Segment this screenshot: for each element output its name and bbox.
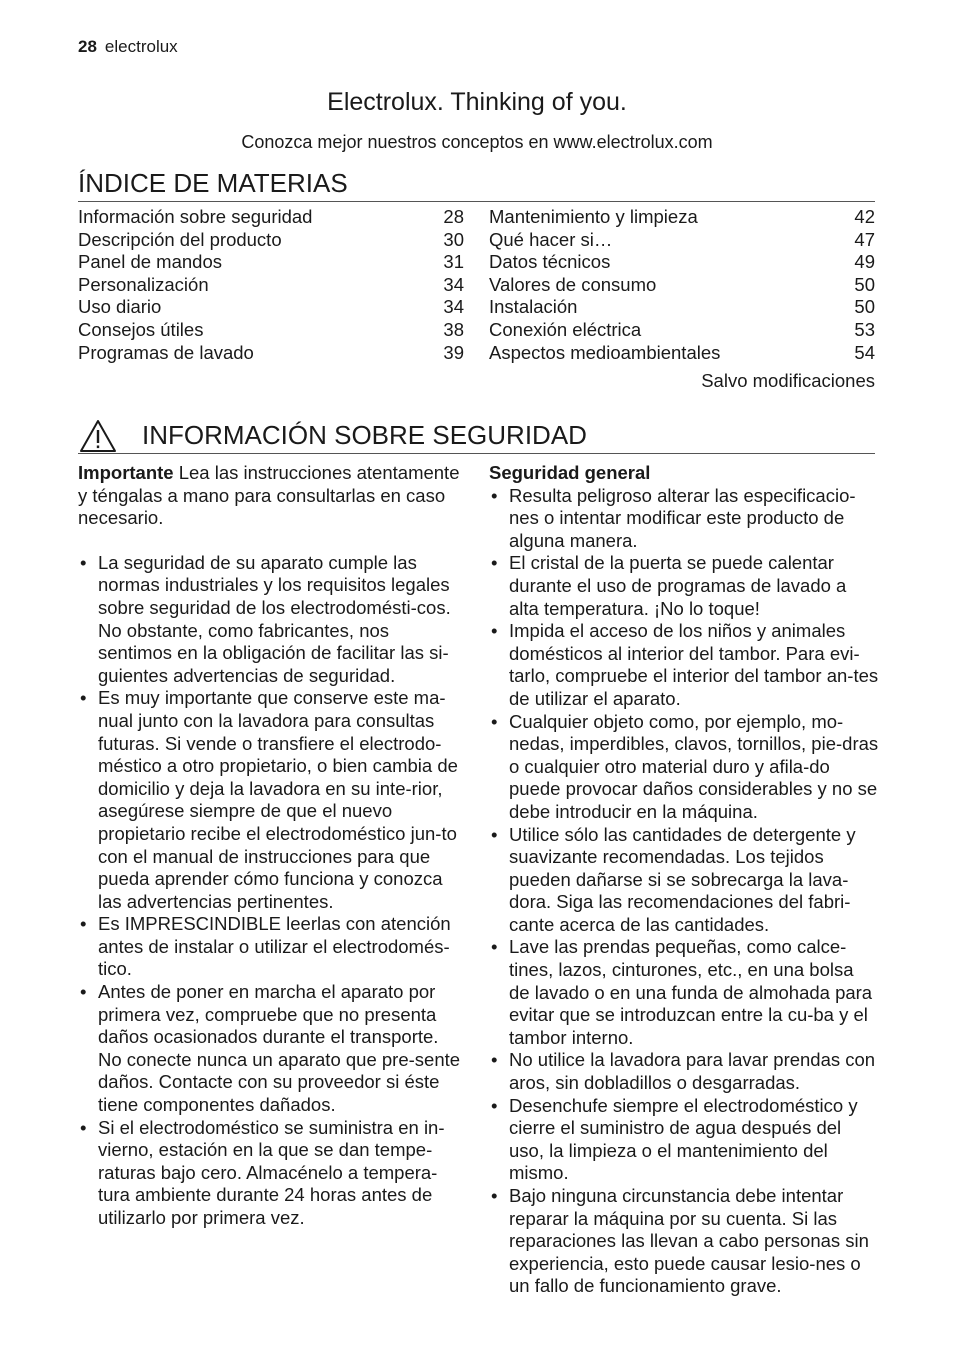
toc-label: Consejos útiles <box>78 318 204 340</box>
intro-paragraph <box>78 462 466 530</box>
intro-bold: Importante <box>78 462 174 483</box>
toc-label: Valores de consumo <box>489 273 657 295</box>
brand-name: electrolux <box>104 37 178 56</box>
toc-label: Información sobre seguridad <box>78 206 313 227</box>
toc-row[interactable] <box>78 296 464 319</box>
toc-note: Salvo modificaciones <box>701 370 875 391</box>
toc-page: 38 <box>443 318 464 340</box>
toc-label: Uso diario <box>78 296 162 318</box>
list-item: • El cristal de la puerta se puede calentar durante el uso de programas de lavado a alta temperatura. ¡No lo toque! <box>489 552 879 620</box>
toc-row[interactable] <box>78 206 464 229</box>
list-item: • Bajo ninguna circunstancia debe intentar reparar la máquina por su cuenta. Si las reparaciones las llevan a cabo personas sin experiencia, esto puede causar lesio-nes o un fallo de funcionamiento grave. <box>489 1185 879 1298</box>
list-item: • Si el electrodoméstico se suministra en in-vierno, estación en la que se dan tempe-raturas bajo cero. Almacénelo a tempera-tura ambiente durante 24 horas antes de utilizarlo por primera vez. <box>78 1117 466 1230</box>
safety-right-column <box>489 462 879 1298</box>
list-item: • Es muy importante que conserve este ma-nual junto con la lavadora para consultas futuras. Si vende o transfiere el electrodo-méstico a otro propietario, o bien cambia de domicilio y deja la lavadora en su inte-rior, asegúrese siempre de que el nuevo propietario recibe el electrodoméstico jun-to con el manual de instrucciones para que pueda aprender cómo funciona y conozca las advertencias pertinentes. <box>78 687 466 913</box>
toc-row[interactable] <box>489 251 875 274</box>
toc-label: Mantenimiento y limpieza <box>489 206 698 227</box>
safety-left-column <box>78 462 466 1230</box>
toc-page: 49 <box>854 251 875 273</box>
toc-title: ÍNDICE DE MATERIAS <box>78 168 875 202</box>
toc-page: 54 <box>854 341 875 363</box>
list-item: • Resulta peligroso alterar las especificacio-nes o intentar modificar este producto de alguna manera. <box>489 485 879 553</box>
list-item: • Cualquier objeto como, por ejemplo, mo-nedas, imperdibles, clavos, tornillos, pie-dras o cualquier otro material duro y afila-do puede provocar daños considerables y no se debe introducir en la máquina. <box>489 711 879 824</box>
toc-label: Programas de lavado <box>78 341 254 363</box>
toc-row[interactable] <box>78 229 464 252</box>
toc-page: 42 <box>854 206 875 227</box>
toc-row[interactable] <box>489 296 875 319</box>
warning-triangle-icon <box>78 418 118 454</box>
toc-page: 39 <box>443 341 464 363</box>
toc-row[interactable] <box>489 342 875 365</box>
list-item: • Lave las prendas pequeñas, como calce-tines, lazos, cinturones, etc., en una bolsa de lavado o en una funda de almohada para evitar que se introduzcan entre la cu-ba y el tambor interno. <box>489 936 879 1049</box>
list-item: • No utilice la lavadora para lavar prendas con aros, sin dobladillos o desgarradas. <box>489 1049 879 1094</box>
toc-row[interactable] <box>489 229 875 252</box>
toc-row[interactable] <box>78 342 464 365</box>
list-item: • La seguridad de su aparato cumple las normas industriales y los requisitos legales sobre seguridad de los electrodomésti-cos. No obstante, como fabricantes, nos sentimos en la obligación de facilitar las si-guientes advertencias de seguridad. <box>78 552 466 688</box>
toc-row[interactable] <box>78 251 464 274</box>
toc-page: 50 <box>854 296 875 318</box>
list-item: • Es IMPRESCINDIBLE leerlas con atención antes de instalar o utilizar el electrodomés-tico. <box>78 913 466 981</box>
toc-label: Conexión eléctrica <box>489 318 642 340</box>
subtagline: Conozca mejor nuestros conceptos en www.electrolux.com <box>241 132 713 152</box>
intro-text: Lea las instrucciones atentamente y téngalas a mano para consultarlas en caso necesario. <box>78 462 460 529</box>
toc-page: 47 <box>854 228 875 250</box>
toc-row[interactable] <box>78 274 464 297</box>
tagline: Electrolux. Thinking of you. <box>327 88 627 116</box>
toc-left-column <box>78 206 464 364</box>
safety-list-right <box>489 485 879 1298</box>
toc-right-column <box>489 206 875 364</box>
toc-row[interactable] <box>489 274 875 297</box>
toc-label: Datos técnicos <box>489 251 611 273</box>
toc-label: Aspectos medioambientales <box>489 341 721 363</box>
list-item: • Utilice sólo las cantidades de detergente y suavizante recomendadas. Los tejidos pueden dañarse si se sobrecarga la lava-dora. Siga las recomendaciones del fabri-cante acerca de las cantidades. <box>489 824 879 937</box>
safety-title-text: INFORMACIÓN SOBRE SEGURIDAD <box>142 420 587 450</box>
general-safety-heading: Seguridad general <box>489 462 651 483</box>
toc-page: 53 <box>854 318 875 340</box>
toc-page: 31 <box>443 251 464 273</box>
toc-label: Qué hacer si… <box>489 228 613 250</box>
toc-row[interactable] <box>489 319 875 342</box>
toc-page: 50 <box>854 273 875 295</box>
page-header <box>78 37 178 57</box>
toc-page: 34 <box>443 296 464 318</box>
toc-page: 28 <box>443 206 464 227</box>
toc-label: Descripción del producto <box>78 228 282 250</box>
toc-page: 30 <box>443 228 464 250</box>
list-item: • Impida el acceso de los niños y animales domésticos al interior del tambor. Para evi-tarlo, compruebe el interior del tambor an-tes de utilizar el aparato. <box>489 620 879 710</box>
toc-label: Personalización <box>78 273 209 295</box>
list-item: • Antes de poner en marcha el aparato por primera vez, compruebe que no presenta daños ocasionados durante el transporte. No conecte nunca un aparato que pre-sente daños. Contacte con su proveedor si éste tiene componentes dañados. <box>78 981 466 1117</box>
safety-section-title <box>78 420 875 454</box>
toc-row[interactable] <box>78 319 464 342</box>
list-item: • Desenchufe siempre el electrodoméstico y cierre el suministro de agua después del uso, la limpieza o el mantenimiento del mismo. <box>489 1095 879 1185</box>
toc-row[interactable] <box>489 206 875 229</box>
page-number: 28 <box>78 37 97 56</box>
toc-label: Panel de mandos <box>78 251 222 273</box>
toc-page: 34 <box>443 273 464 295</box>
safety-list-left <box>78 552 466 1230</box>
toc-label: Instalación <box>489 296 578 318</box>
